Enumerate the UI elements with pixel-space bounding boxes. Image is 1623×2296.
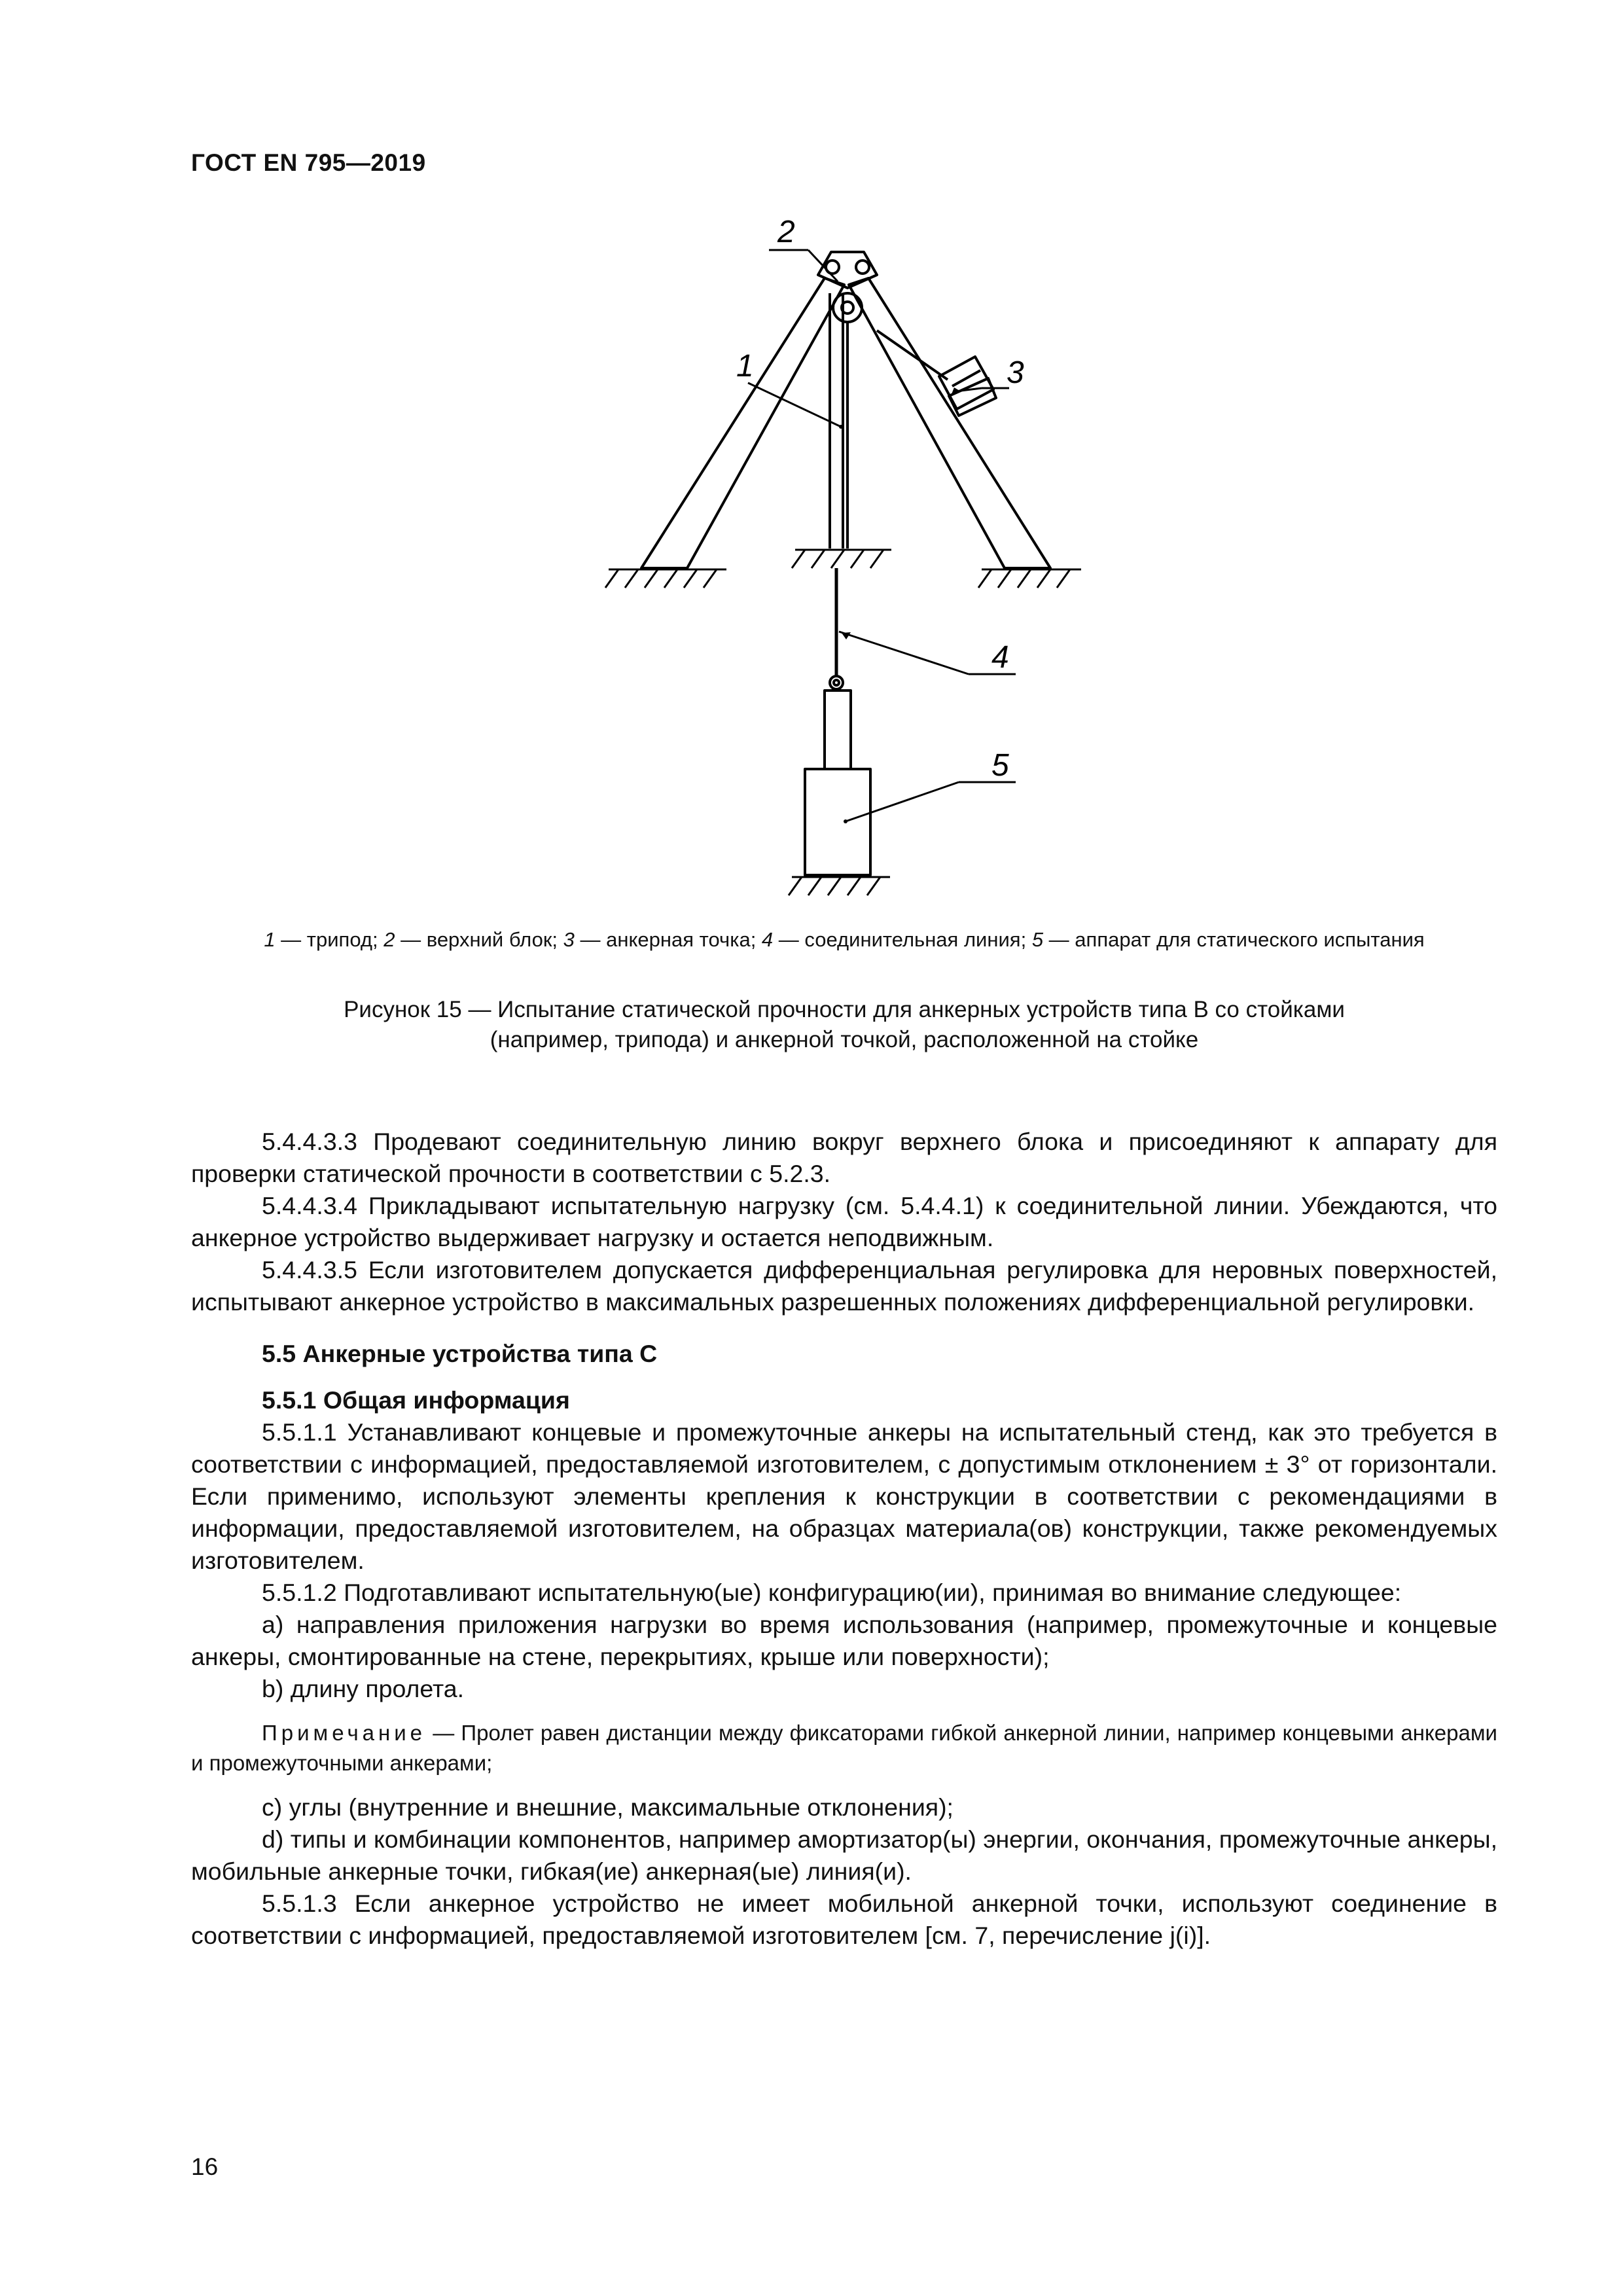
callout-4: 4 (991, 640, 1009, 675)
paragraph-5-5-1-1: 5.5.1.1 Устанавливают концевые и промежуточные анкеры на испытательный стенд, как это требуется в соответствии с информацией, предоставляемой изготовителем, с допустимым отклонением ± 3° от горизонтали. Если применимо, используют элементы крепления к конструкции в соответствии с рекомендациями в информации, предоставляемой изготовителем, на образцах материала(ов) конструкции, также рекомендуемых изготовителем. (191, 1418, 1497, 1574)
paragraph-5-5-1-2: 5.5.1.2 Подготавливают испытательную(ые) конфигурацию(ии), принимая во внимание следующее: (262, 1579, 1402, 1606)
section-heading-5-5-1: 5.5.1 Общая информация (262, 1386, 570, 1414)
caption-line-1: Рисунок 15 — Испытание статической прочности для анкерных устройств типа В со стойками (344, 997, 1345, 1022)
tripod-test-drawing (589, 216, 1113, 923)
paragraph-5-5-1-3: 5.5.1.3 Если анкерное устройство не имеет мобильной анкерной точки, используют соединение в соответствии с информацией, предоставляемой изготовителем [см. 7, перечисление j(i)]. (191, 1890, 1497, 1949)
note-text: — Пролет равен дистанции между фиксаторами гибкой анкерной линии, например концевыми анкерами и промежуточными анкерами; (191, 1721, 1497, 1775)
anchor-point-device (877, 331, 996, 416)
section-heading-5-5: 5.5 Анкерные устройства типа С (262, 1340, 658, 1367)
page-number: 16 (191, 2153, 219, 2180)
legend-num-1: 1 (264, 928, 276, 951)
legend-num-4: 4 (761, 928, 774, 951)
paragraph-5-4-4-3-4: 5.4.4.3.4 Прикладывают испытательную нагрузку (см. 5.4.4.1) к соединительной линии. Убеждаются, что анкерное устройство выдерживает нагрузку и остается неподвижным. (191, 1192, 1497, 1251)
list-item-d: d) типы и комбинации компонентов, например амортизатор(ы) энергии, окончания, промежуточные анкеры, мобильные анкерные точки, гибкая(ие) анкерная(ые) линия(и). (191, 1825, 1497, 1885)
list-item-c: с) углы (внутренние и внешние, максимальные отклонения); (262, 1793, 954, 1821)
document-body (191, 1126, 1497, 1952)
figure-legend (191, 928, 1497, 952)
callout-1: 1 (736, 349, 754, 384)
note-label: Примечание (262, 1721, 427, 1745)
document-header: ГОСТ EN 795—2019 (191, 149, 426, 176)
top-pulley (833, 293, 862, 322)
static-test-apparatus (805, 691, 870, 875)
legend-num-2: 2 (383, 928, 395, 951)
tripod-left-leg (641, 278, 844, 568)
legend-text-5: — аппарат для статического испытания (1043, 928, 1425, 951)
paragraph-5-4-4-3-3: 5.4.4.3.3 Продевают соединительную линию вокруг верхнего блока и присоединяют к аппарату для проверки статической прочности в соответствии с 5.2.3. (191, 1128, 1497, 1187)
tripod-right-leg (849, 278, 1050, 568)
callout-5: 5 (991, 748, 1009, 783)
note (191, 1718, 1497, 1778)
legend-text-4: — соединительная линия; (773, 928, 1032, 951)
ground-hatching (605, 550, 1081, 895)
caption-line-2: (например, трипода) и анкерной точкой, расположенной на стойке (490, 1027, 1199, 1052)
figure-15-diagram (589, 216, 1113, 923)
figure-caption (191, 995, 1497, 1055)
legend-num-3: 3 (563, 928, 575, 951)
legend-text-2: — верхний блок; (395, 928, 563, 951)
legend-num-5: 5 (1031, 928, 1044, 951)
list-item-b: b) длину пролета. (262, 1675, 465, 1702)
legend-text-3: — анкерная точка; (574, 928, 762, 951)
list-item-a: а) направления приложения нагрузки во время использования (например, промежуточные и концевые анкеры, смонтированные на стене, перекрытиях, крыше или поверхности); (191, 1611, 1497, 1670)
callout-2: 2 (777, 216, 795, 249)
callout-3: 3 (1007, 355, 1024, 390)
legend-text-1: — трипод; (275, 928, 384, 951)
paragraph-5-4-4-3-5: 5.4.4.3.5 Если изготовителем допускается дифференциальная регулировка для неровных поверхностей, испытывают анкерное устройство в максимальных разрешенных положениях дифференциальной регулировки. (191, 1256, 1497, 1316)
